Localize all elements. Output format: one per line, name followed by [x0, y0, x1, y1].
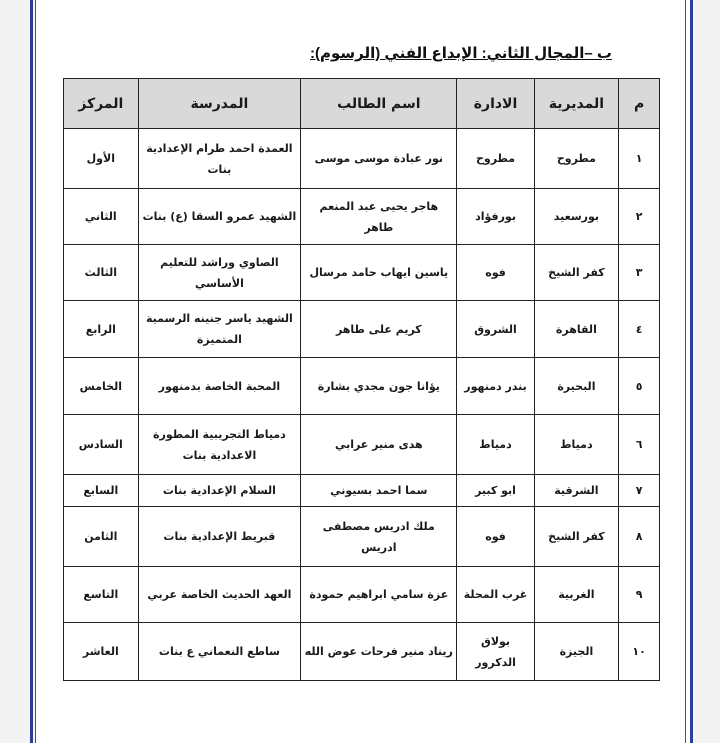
cell-administration: الشروق [457, 301, 534, 358]
table-row [64, 415, 660, 475]
cell-school: السلام الإعدادية بنات [138, 475, 301, 507]
cell-num: ١٠ [619, 623, 660, 681]
cell-directorate: البحيرة [534, 358, 619, 415]
cell-num: ٥ [619, 358, 660, 415]
cell-student: يؤانا جون مجدي بشارة [301, 358, 457, 415]
cell-num: ٢ [619, 189, 660, 245]
cell-student: هدى منير عرابي [301, 415, 457, 475]
cell-rank: السابع [64, 475, 139, 507]
cell-school: دمياط التجريبية المطورة الاعدادية بنات [138, 415, 301, 475]
cell-school: ساطع النعماني ع بنات [138, 623, 301, 681]
header-num: م [619, 79, 660, 129]
table-row [64, 245, 660, 301]
header-directorate: المديرية [534, 79, 619, 129]
cell-directorate: الجيزة [534, 623, 619, 681]
table-header-row [64, 79, 660, 129]
cell-directorate: بورسعيد [534, 189, 619, 245]
table-row [64, 129, 660, 189]
cell-rank: السادس [64, 415, 139, 475]
cell-school: المحبة الخاصة بدمنهور [138, 358, 301, 415]
cell-administration: فوه [457, 507, 534, 567]
cell-administration: بندر دمنهور [457, 358, 534, 415]
cell-directorate: كفر الشيخ [534, 507, 619, 567]
cell-student: سما احمد بسيوني [301, 475, 457, 507]
cell-student: كريم على طاهر [301, 301, 457, 358]
cell-student: ريناد منير فرحات عوض الله [301, 623, 457, 681]
cell-school: الشهيد ياسر جنينه الرسمية المتميزة [138, 301, 301, 358]
table-row [64, 301, 660, 358]
table-row [64, 623, 660, 681]
cell-administration: دمياط [457, 415, 534, 475]
table-row [64, 189, 660, 245]
cell-school: العهد الحديث الخاصة عربي [138, 567, 301, 623]
cell-num: ٣ [619, 245, 660, 301]
cell-administration: بورفؤاد [457, 189, 534, 245]
cell-rank: الرابع [64, 301, 139, 358]
cell-administration: غرب المحلة [457, 567, 534, 623]
table-row [64, 507, 660, 567]
cell-school: قبريط الإعدادية بنات [138, 507, 301, 567]
page-margin-right [691, 0, 720, 743]
table-row [64, 567, 660, 623]
cell-student: هاجر يحيى عبد المنعم طاهر [301, 189, 457, 245]
cell-directorate: الغربية [534, 567, 619, 623]
cell-directorate: مطروح [534, 129, 619, 189]
cell-num: ٨ [619, 507, 660, 567]
header-administration: الادارة [457, 79, 534, 129]
cell-school: العمدة احمد طرام الإعدادية بنات [138, 129, 301, 189]
cell-administration: بولاق الدكرور [457, 623, 534, 681]
cell-rank: التاسع [64, 567, 139, 623]
table-row [64, 475, 660, 507]
cell-num: ٩ [619, 567, 660, 623]
cell-num: ٦ [619, 415, 660, 475]
cell-directorate: الشرقية [534, 475, 619, 507]
winners-table [63, 78, 660, 681]
cell-num: ١ [619, 129, 660, 189]
section-title: ب –المجال الثاني: الإبداع الفني (الرسوم): [310, 45, 612, 62]
cell-rank: الثالث [64, 245, 139, 301]
cell-school: الشهيد عمرو السقا (ع) بنات [138, 189, 301, 245]
cell-rank: الخامس [64, 358, 139, 415]
table-row [64, 358, 660, 415]
cell-directorate: دمياط [534, 415, 619, 475]
cell-student: ملك ادريس مصطفى ادريس [301, 507, 457, 567]
cell-num: ٤ [619, 301, 660, 358]
cell-rank: الثاني [64, 189, 139, 245]
cell-school: الصاوي وراشد للتعليم الأساسي [138, 245, 301, 301]
cell-rank: الأول [64, 129, 139, 189]
cell-administration: مطروح [457, 129, 534, 189]
cell-administration: ابو كبير [457, 475, 534, 507]
page-border-right-blue [690, 0, 693, 743]
header-student: اسم الطالب [301, 79, 457, 129]
header-rank: المركز [64, 79, 139, 129]
cell-student: عزة سامي ابراهيم حمودة [301, 567, 457, 623]
page-border-right-thin [685, 0, 686, 743]
header-school: المدرسة [138, 79, 301, 129]
page-border-left-blue [30, 0, 33, 743]
cell-rank: العاشر [64, 623, 139, 681]
cell-directorate: كفر الشيخ [534, 245, 619, 301]
cell-administration: فوه [457, 245, 534, 301]
cell-directorate: القاهرة [534, 301, 619, 358]
cell-num: ٧ [619, 475, 660, 507]
cell-student: ياسين ايهاب حامد مرسال [301, 245, 457, 301]
cell-rank: الثامن [64, 507, 139, 567]
page-border-left-thin [35, 0, 36, 743]
cell-student: نور عبادة موسى موسى [301, 129, 457, 189]
